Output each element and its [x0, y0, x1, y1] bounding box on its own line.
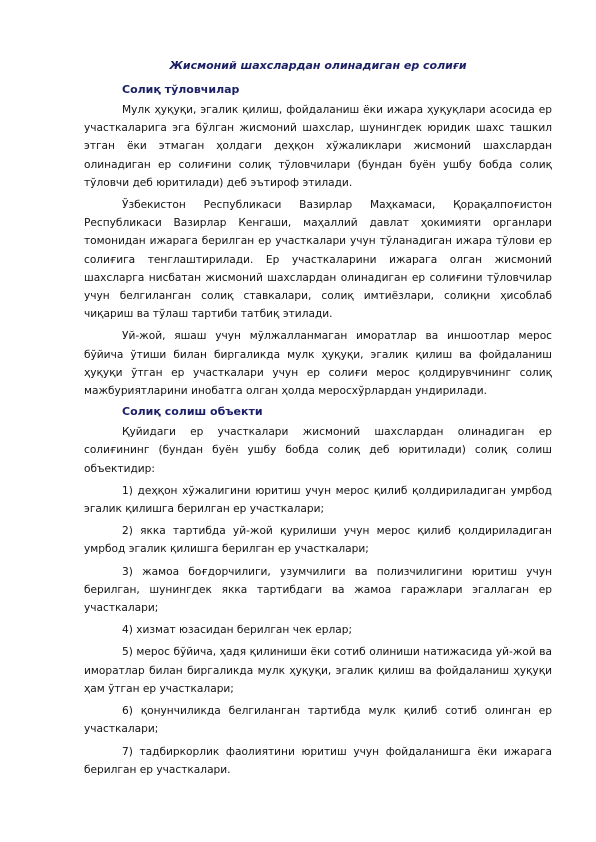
list-item: 2) якка тартибда уй-жой қурилиши учун мерос қилиб қолдириладиган умрбод эгалик қилишга берилган ер участкалари;	[84, 525, 552, 556]
list-item: 3) жамоа боғдорчилиги, узумчилиги ва полизчилигини юритиш учун берилган, шунингдек якка тартибдаги ва жамоа гаражлари эгаллаган ер участкалари;	[84, 565, 552, 615]
document-title: Жисмоний шахслардан олинадиган ер солиғи	[169, 59, 467, 72]
paragraph: Ўзбекистон Республикаси Вазирлар Маҳкамаси, Қорақалпоғистон Республикаси Вазирлар Кенгаши, маҳаллий давлат ҳокимияти органлари томонидан ижарага берилган ер участкалари учун тўланадиган ижара тўлови ер солиғига тенглаштирилади. Ер участкаларини ижарага олган жисмоний шахсларга нисбатан жисмоний шахслардан олинадиган ер солиғини тўловчилар учун белгиланган солиқ ставкалари, солиқ имтиёзлари, солиқни ҳисоблаб чиқариш ва тўлаш тартиби татбиқ этилади.	[84, 199, 552, 321]
section-heading-tax-object: Солиқ солиш объекти	[122, 405, 263, 419]
paragraph: Қуйидаги ер участкалари жисмоний шахслардан олинадиган ер солиғининг (бундан буён ушбу бобда солиқ деб юритилади) солиқ солиш объектидир:	[84, 426, 552, 475]
list-item: 6) қонунчиликда белгиланган тартибда мулк қилиб сотиб олинган ер участкалари;	[84, 705, 552, 736]
section-heading-taxpayers: Солиқ тўловчилар	[122, 83, 240, 96]
list-item: 4) хизмат юзасидан берилган чек ерлар;	[122, 624, 353, 637]
list-item: 5) мерос бўйича, ҳадя қилиниши ёки сотиб олиниши натижасида уй-жой ва иморатлар билан биргаликда мулк ҳуқуқи, эгалик қилиш ва фойдаланиш ҳуқуқи ҳам ўтган ер участкалари;	[84, 646, 552, 695]
list-item: 7) тадбиркорлик фаолиятини юритиш учун фойдаланишга ёки ижарага берилган ер участкалари.	[84, 745, 552, 776]
paragraph: Мулк ҳуқуқи, эгалик қилиш, фойдаланиш ёки ижара ҳуқуқлари асосида ер участкаларига эга бўлган жисмоний шахслар, шунингдек юридик шахс ташкил этган ёки этмаган ҳолдаги деҳқон хўжаликлари жисмоний шахслардан олинадиган ер солиғини солиқ тўловчилари (бундан буён ушбу бобда солиқ тўловчи деб юритилади) деб эътироф этилади.	[84, 104, 552, 189]
list-item: 1) деҳқон хўжалигини юритиш учун мерос қилиб қолдириладиган умрбод эгалик қилишга берилган ер участкалари;	[84, 484, 552, 516]
paragraph: Уй-жой, яшаш учун мўлжалланмаган иморатлар ва иншоотлар мерос бўйича ўтиши билан биргаликда мулк ҳуқуқи, эгалик қилиш ва фойдаланиш ҳуқуқи ўтган ер участкалари учун ер солиғи мерос қолдирувчининг солиқ мажбуриятларини инобатга олган ҳолда меросхўрлардан ундирилади.	[84, 330, 552, 398]
document-page	[84, 58, 552, 783]
